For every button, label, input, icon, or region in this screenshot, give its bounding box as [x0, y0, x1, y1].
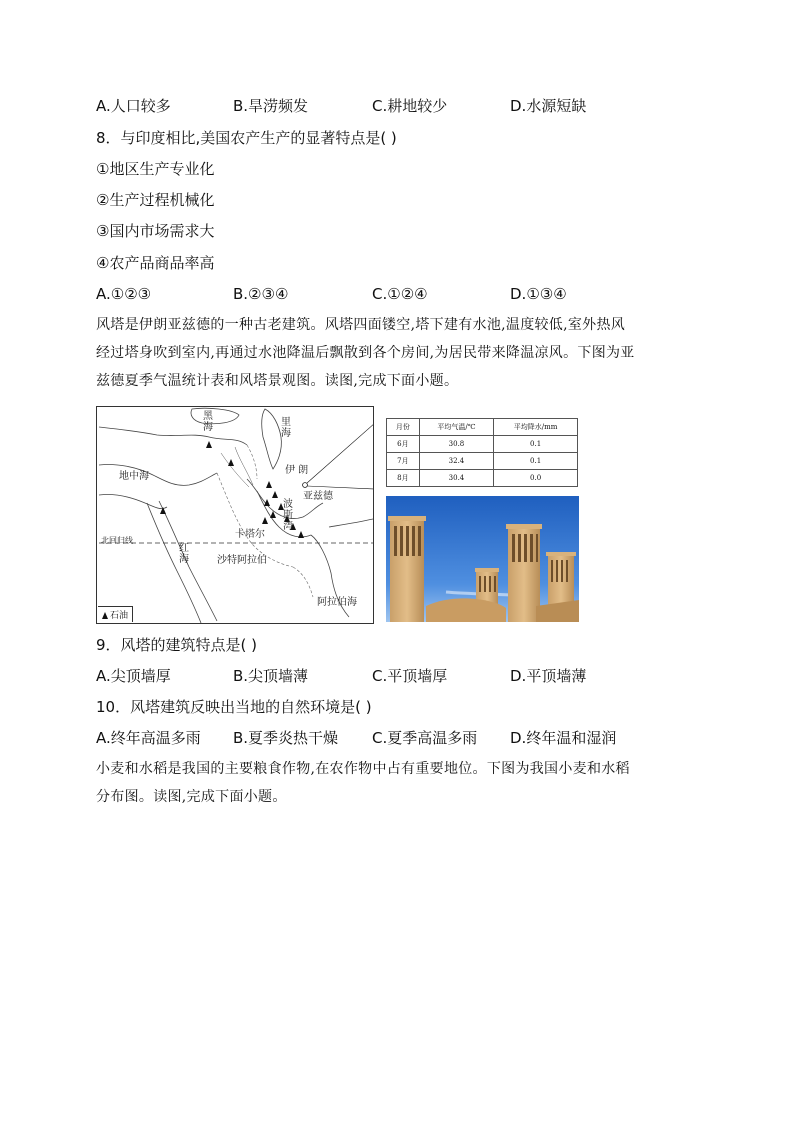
- map-drawing: [97, 407, 374, 624]
- label-tropic-of-cancer: 北回归线: [101, 536, 133, 545]
- cell-precip: 0.1: [494, 453, 578, 470]
- label-caspian-sea: 里海: [281, 417, 291, 439]
- map-legend: [98, 606, 133, 622]
- q8-option-d: D.①③④: [510, 285, 567, 303]
- cell-temp: 30.8: [419, 436, 493, 453]
- wind-tower-photo: [386, 496, 579, 622]
- label-persian-gulf: 波斯湾: [283, 499, 293, 532]
- oil-icon: [102, 612, 108, 619]
- intro-paragraph-wheat-rice: [96, 755, 710, 811]
- header-month: 月份: [387, 419, 420, 436]
- label-black-sea: 黑海: [203, 411, 213, 433]
- label-saudi-arabia: 沙特阿拉伯: [217, 555, 267, 566]
- yazd-climate-table: [386, 418, 578, 487]
- q9-option-c: C.平顶墙厚: [372, 667, 448, 685]
- label-iran: 伊 朗: [285, 465, 309, 476]
- q7-option-a: A.人口较多: [96, 97, 171, 115]
- q8-stem: 8．与印度相比,美国农产生产的显著特点是( ): [96, 129, 397, 147]
- label-arabian-sea: 阿拉伯海: [317, 597, 357, 608]
- intro-line-2: 经过塔身吹到室内,再通过水池降温后飘散到各个房间,为居民带来降温凉风。下图为亚: [96, 345, 635, 361]
- label-mediterranean: 地中海: [119, 471, 149, 482]
- header-avg-temp: 平均气温/℃: [419, 419, 493, 436]
- q8-option-c: C.①②④: [372, 285, 428, 303]
- q9-option-d: D.平顶墙薄: [510, 667, 587, 685]
- legend-label: 石油: [110, 611, 129, 621]
- cell-temp: 30.4: [419, 470, 493, 487]
- q7-option-b: B.旱涝频发: [233, 97, 309, 115]
- middle-east-map: [96, 406, 374, 624]
- cell-precip: 0.0: [494, 470, 578, 487]
- cell-temp: 32.4: [419, 453, 493, 470]
- q10-option-b: B.夏季炎热干燥: [233, 729, 339, 747]
- q8-item-2: ②生产过程机械化: [96, 191, 215, 209]
- table-row: [387, 453, 578, 470]
- intro-line-2: 分布图。读图,完成下面小题。: [96, 789, 287, 805]
- q8-item-4: ④农产品商品率高: [96, 254, 215, 272]
- q9-stem: 9．风塔的建筑特点是( ): [96, 636, 258, 654]
- intro-line-1: 风塔是伊朗亚兹德的一种古老建筑。风塔四面镂空,塔下建有水池,温度较低,室外热风: [96, 317, 626, 333]
- q8-item-3: ③国内市场需求大: [96, 222, 215, 240]
- q8-item-1: ①地区生产专业化: [96, 160, 215, 178]
- q10-option-d: D.终年温和湿润: [510, 729, 617, 747]
- intro-paragraph-windtower: [96, 311, 710, 395]
- intro-line-1: 小麦和水稻是我国的主要粮食作物,在农作物中占有重要地位。下图为我国小麦和水稻: [96, 761, 630, 777]
- label-yazd: 亚兹德: [303, 491, 333, 502]
- cell-month: 8月: [387, 470, 420, 487]
- q7-option-c: C.耕地较少: [372, 97, 448, 115]
- table-header-row: [387, 419, 578, 436]
- figure-yazd: [96, 406, 580, 624]
- q10-stem: 10．风塔建筑反映出当地的自然环境是( ): [96, 698, 372, 716]
- label-qatar: 卡塔尔: [235, 529, 265, 540]
- q8-option-b: B.②③④: [233, 285, 289, 303]
- cell-precip: 0.1: [494, 436, 578, 453]
- label-red-sea: 红海: [179, 543, 189, 565]
- table-row: [387, 436, 578, 453]
- table-row: [387, 470, 578, 487]
- intro-line-3: 兹德夏季气温统计表和风塔景观图。读图,完成下面小题。: [96, 373, 459, 389]
- cell-month: 6月: [387, 436, 420, 453]
- header-avg-precip: 平均降水/mm: [494, 419, 578, 436]
- q10-option-a: A.终年高温多雨: [96, 729, 201, 747]
- q9-option-a: A.尖顶墙厚: [96, 667, 171, 685]
- q8-option-a: A.①②③: [96, 285, 152, 303]
- q9-option-b: B.尖顶墙薄: [233, 667, 309, 685]
- q10-option-c: C.夏季高温多雨: [372, 729, 478, 747]
- q7-option-d: D.水源短缺: [510, 97, 587, 115]
- cell-month: 7月: [387, 453, 420, 470]
